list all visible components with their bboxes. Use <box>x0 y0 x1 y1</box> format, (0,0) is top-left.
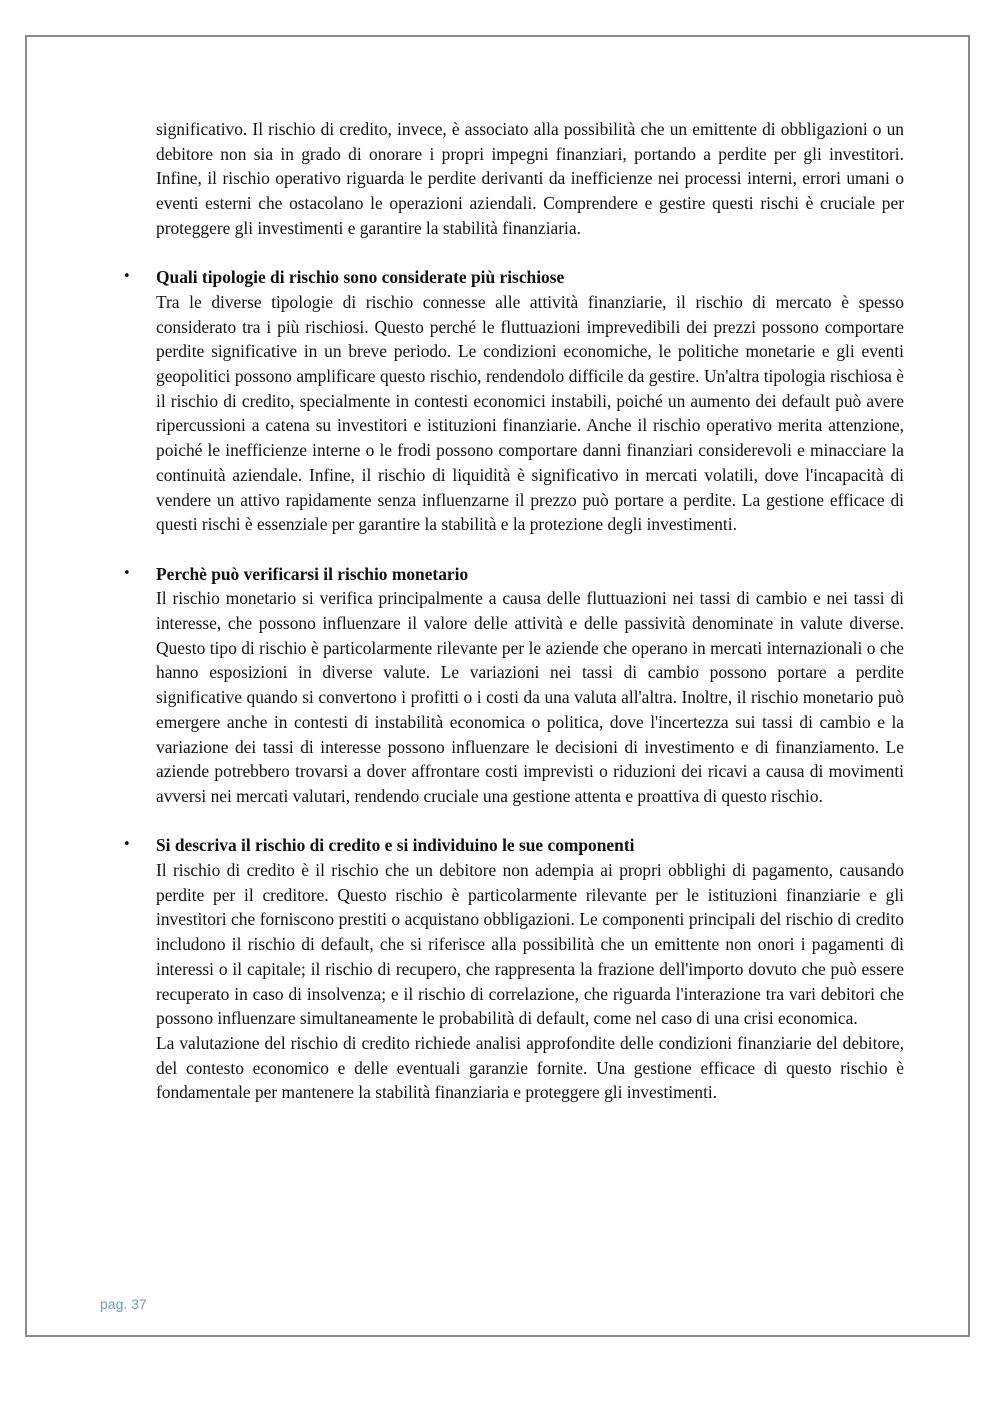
page-number: pag. 37 <box>100 1296 147 1312</box>
bullet-icon: • <box>123 269 131 285</box>
section-monetary-risk <box>123 562 904 809</box>
intro-paragraph: significativo. Il rischio di credito, invece, è associato alla possibilità che un emittente di obbligazioni o un debitore non sia in grado di onorare i propri impegni finanziari, portando a perdite per gli investitori. Infine, il rischio operativo riguarda le perdite derivanti da inefficienze nei processi interni, errori umani o eventi esterni che ostacolano le operazioni aziendali. Comprendere e gestire questi rischi è cruciale per proteggere gli investimenti e garantire la stabilità finanziaria. <box>156 119 904 238</box>
section-paragraph: Tra le diverse tipologie di rischio connesse alle attività finanziarie, il rischio di mercato è spesso considerato tra i più rischiosi. Questo perché le fluttuazioni imprevedibili dei prezzi possono comportare perdite significative in un breve periodo. Le condizioni economiche, le politiche monetarie e gli eventi geopolitici possono amplificare questo rischio, rendendolo difficile da gestire. Un'altra tipologia rischiosa è il rischio di credito, specialmente in contesti economici instabili, poiché un aumento dei default può avere ripercussioni a catena su investitori e istituzioni finanziarie. Anche il rischio operativo merita attenzione, poiché le inefficienze interne o le frodi possono comportare danni finanziari considerevoli e minacciare la continuità aziendale. Infine, il rischio di liquidità è significativo in mercati volatili, dove l'incapacità di vendere un attivo rapidamente senza influenzarne il prezzo può portare a perdite. La gestione efficace di questi rischi è essenziale per garantire la stabilità e la protezione degli investimenti. <box>156 291 904 535</box>
section-paragraph: La valutazione del rischio di credito richiede analisi approfondite delle condizioni finanziarie del debitore, del contesto economico e delle eventuali garanzie fornite. Una gestione efficace di questo rischio è fondamentale per mantenere la stabilità finanziaria e proteggere gli investimenti. <box>156 1032 904 1103</box>
bullet-icon: • <box>123 837 131 853</box>
section-heading: Quali tipologie di rischio sono considerate più rischiose <box>156 267 565 288</box>
section-credit-risk <box>123 833 904 1105</box>
section-paragraph: Il rischio monetario si verifica principalmente a causa delle fluttuazioni nei tassi di cambio e nei tassi di interesse, che possono influenzare il valore delle attività e delle passività denominate in valute diverse. Questo tipo di rischio è particolarmente rilevante per le aziende che operano in mercati internazionali o che hanno esposizioni in diverse valute. Le variazioni nei tassi di cambio possono portare a perdite significative quando si convertono i profitti o i costi da una valuta all'altra. Inoltre, il rischio monetario può emergere anche in contesti di instabilità economica o politica, dove l'incertezza sui tassi di cambio e la variazione dei tassi di interesse possono influenzare le decisioni di investimento e di finanziamento. Le aziende potrebbero trovarsi a dover affrontare costi imprevisti o riduzioni dei ricavi a causa di movimenti avversi nei mercati valutari, rendendo cruciale una gestione attenta e proattiva di questo rischio. <box>156 588 904 806</box>
bullet-icon: • <box>123 565 131 581</box>
section-paragraph: Il rischio di credito è il rischio che un debitore non adempia ai propri obblighi di pagamento, causando perdite per il creditore. Questo rischio è particolarmente rilevante per le istituzioni finanziarie e gli investitori che forniscono prestiti o acquistano obbligazioni. Le componenti principali del rischio di credito includono il rischio di default, che si riferisce alla possibilità che un emittente non onori i pagamenti di interessi o il capitale; il rischio di recupero, che rappresenta la frazione dell'importo dovuto che può essere recuperato in caso di insolvenza; e il rischio di correlazione, che riguarda l'interazione tra vari debitori che possono influenzare simultaneamente le probabilità di default, come nel caso di una crisi economica. <box>156 860 904 1029</box>
section-risk-types <box>123 265 904 537</box>
section-heading: Si descriva il rischio di credito e si individuino le sue componenti <box>156 835 635 856</box>
page-content <box>123 117 904 1105</box>
section-heading: Perchè può verificarsi il rischio monetario <box>156 563 469 584</box>
